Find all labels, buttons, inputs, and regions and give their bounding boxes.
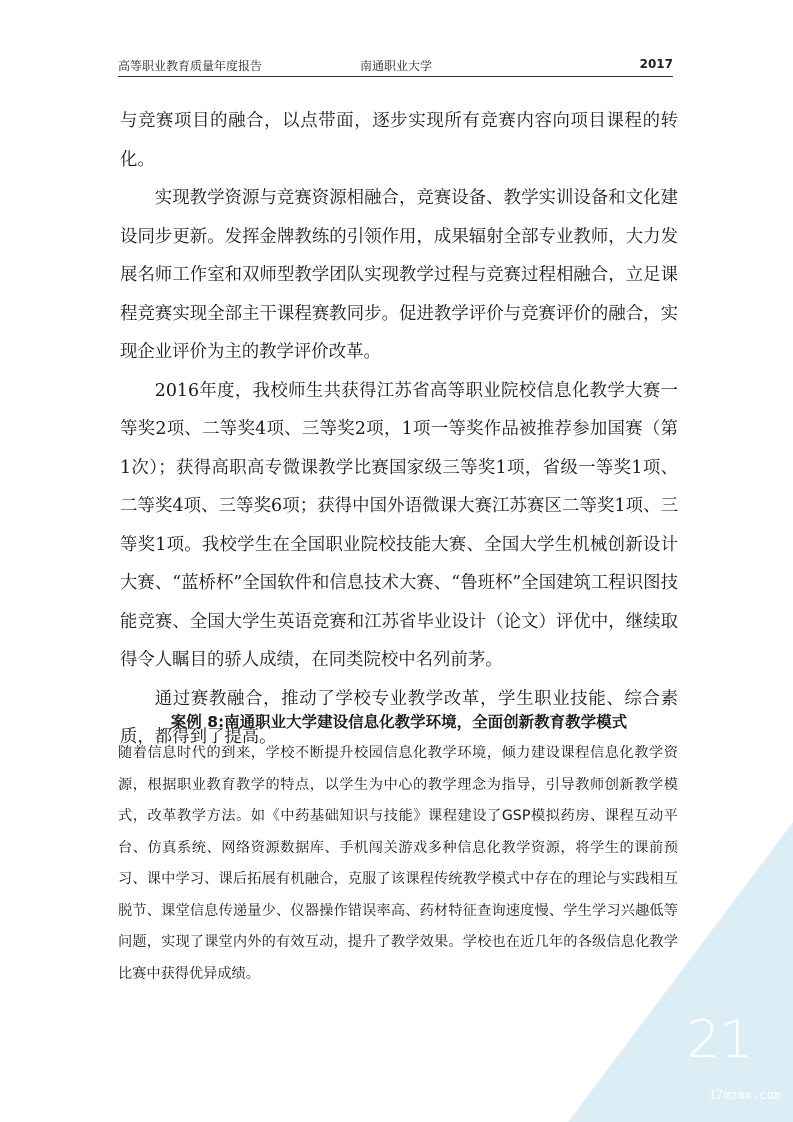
corner-decoration xyxy=(568,822,793,1122)
page-number: 21 xyxy=(686,1010,753,1070)
paragraph-2: 实现教学资源与竞赛资源相融合，竞赛设备、教学实训设备和文化建设同步更新。发挥金牌教练的引领作用，成果辐射全部专业教师，大力发展名师工作室和双师型教学团队实现教学过程与竞赛过程相融合，立足课程竞赛实现全部主干课程赛教同步。促进教学评价与竞赛评价的融合，实现企业评价为主的教学评价改革。 xyxy=(120,188,678,362)
header-divider xyxy=(118,76,673,77)
paragraph-1: 与竞赛项目的融合，以点带面，逐步实现所有竞赛内容向项目课程的转化。 xyxy=(120,111,678,170)
header-school-name: 南通职业大学 xyxy=(360,59,433,73)
header-report-title: 高等职业教育质量年度报告 xyxy=(118,59,263,73)
paragraph-4: 通过赛教融合，推动了学校专业教学改革，学生职业技能、综合素质，都得到了提高。 xyxy=(120,688,678,747)
paragraph-3: 2016年度，我校师生共获得江苏省高等职业院校信息化教学大赛一等奖2项、二等奖4项、三等奖2项，1项一等奖作品被推荐参加国赛（第1次）；获得高职高专微课教学比赛国家级三等奖1项，省级一等奖1项、二等奖4项、三等奖6项；获得中国外语微课大赛江苏赛区二等奖1项、三等奖1项。我校学生在全国职业院校技能大赛、全国大学生机械创新设计大赛、“蓝桥杯”全国软件和信息技术大赛、“鲁班杯”全国建筑工程识图技能竞赛、全国大学生英语竞赛和江苏省毕业设计（论文）评优中，继续取得令人瞩目的骄人成绩，在同类院校中名列前茅。 xyxy=(120,380,678,670)
watermark: 17mzmx.com xyxy=(708,1088,781,1102)
case-title: 案例 8:南通职业大学建设信息化教学环境，全面创新教育教学模式 xyxy=(170,713,628,731)
case-body: 随着信息时代的到来，学校不断提升校园信息化教学环境，倾力建设课程信息化教学资源，根据职业教育教学的特点，以学生为中心的教学理念为指导，引导教师创新教学模式，改革教学方法。如《中药基础知识与技能》课程建设了GSP模拟药房、课程互动平台、仿真系统、网络资源数据库、手机闯关游戏多种信息化教学资源，将学生的课前预习、课中学习、课后拓展有机融合，克服了该课程传统教学模式中存在的理论与实践相互脱节、课堂信息传递量少、仪器操作错误率高、药材特征查询速度慢、学生学习兴趣低等问题，实现了课堂内外的有效互动，提升了教学效果。学校也在近几年的各级信息化教学比赛中获得优异成绩。 xyxy=(118,745,678,982)
main-body xyxy=(120,102,678,757)
page-header xyxy=(118,54,673,76)
header-year: 2017 xyxy=(639,57,673,71)
